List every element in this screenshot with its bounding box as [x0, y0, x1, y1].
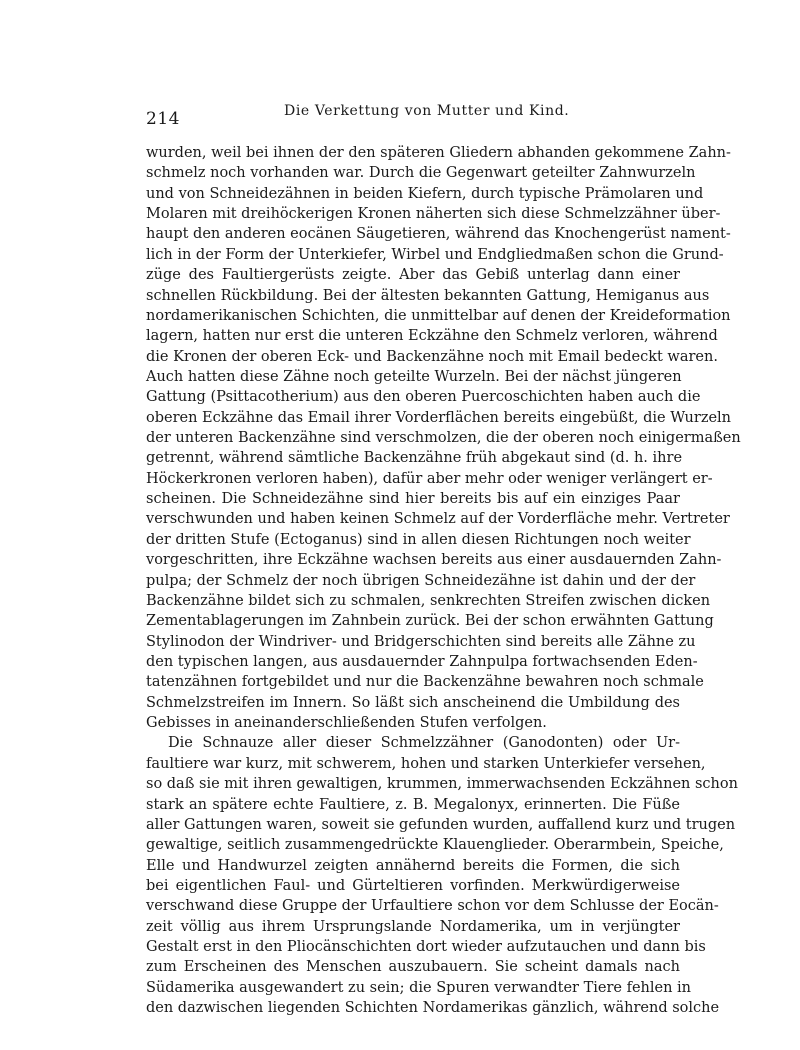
text-line: lagern, hatten nur erst die unteren Eckzähne den Schmelz verloren, während: [146, 328, 718, 345]
text-line: tatenzähnen fortgebildet und nur die Backenzähne bewahren noch schmale: [146, 674, 704, 691]
running-title: Die Verkettung von Mutter und Kind.: [284, 103, 570, 119]
text-line: Auch hatten diese Zähne noch geteilte Wurzeln. Bei der nächst jüngeren: [146, 368, 682, 385]
text-line: so daß sie mit ihren gewaltigen, krummen, immerwachsenden Eckzähnen schon: [146, 776, 738, 793]
text-line: schnellen Rückbildung. Bei der ältesten bekannten Gattung, Hemiganus aus: [146, 287, 710, 304]
text-line: nordamerikanischen Schichten, die unmittelbar auf denen der Kreideformation: [146, 307, 731, 324]
text-line: lich in der Form der Unterkiefer, Wirbel und Endgliedmaßen schon die Grund-: [146, 246, 724, 263]
text-line: gewaltige, seitlich zusammengedrückte Klauenglieder. Oberarmbein, Speiche,: [146, 837, 724, 854]
text-line: scheinen. Die Schneidezähne sind hier bereits bis auf ein einziges Paar: [146, 491, 680, 508]
text-line: der unteren Backenzähne sind verschmolzen, die der oberen noch einigermaßen: [146, 430, 741, 447]
paragraph-start-line: Die Schnauze aller dieser Schmelzzähner (Ganodonten) oder Ur-: [168, 735, 680, 752]
page-header: [146, 103, 680, 131]
text-line: zum Erscheinen des Menschen auszubauern. Sie scheint damals nach: [146, 959, 680, 976]
text-line: und von Schneidezähnen in beiden Kiefern, durch typische Prämolaren und: [146, 185, 704, 202]
page-number: 214: [146, 109, 180, 129]
text-line: pulpa; der Schmelz der noch übrigen Schneidezähne ist dahin und der der: [146, 572, 696, 589]
text-line: die Kronen der oberen Eck- und Backenzähne noch mit Email bedeckt waren.: [146, 348, 718, 365]
text-line: züge des Faultiergerüsts zeigte. Aber das Gebiß unterlag dann einer: [146, 267, 680, 284]
text-line: Gestalt erst in den Pliocänschichten dort wieder aufzutauchen und dann bis: [146, 939, 706, 956]
text-line: schmelz noch vorhanden war. Durch die Gegenwart geteilter Zahnwurzeln: [146, 165, 696, 182]
text-line: Höckerkronen verloren haben), dafür aber mehr oder weniger verlängert er-: [146, 470, 713, 487]
text-line: den typischen langen, aus ausdauernder Zahnpulpa fortwachsenden Eden-: [146, 653, 698, 670]
text-line: wurden, weil bei ihnen der den späteren Gliedern abhanden gekommene Zahn-: [146, 145, 731, 161]
text-line: haupt den anderen eocänen Säugetieren, während das Knochengerüst nament-: [146, 226, 731, 243]
text-line: verschwunden und haben keinen Schmelz auf der Vorderfläche mehr. Vertreter: [146, 511, 730, 528]
paragraph-end-line: Gebisses in aneinanderschließenden Stufen verfolgen.: [146, 715, 547, 732]
text-line: bei eigentlichen Faul- und Gürteltieren vorfinden. Merkwürdigerweise: [146, 877, 680, 894]
text-line: stark an spätere echte Faultiere, z. B. Megalonyx, erinnerten. Die Füße: [146, 796, 680, 813]
text-line: Molaren mit dreihöckerigen Kronen näherten sich diese Schmelzzähner über-: [146, 206, 721, 223]
text-line: der dritten Stufe (Ectoganus) sind in allen diesen Richtungen noch weiter: [146, 531, 691, 548]
text-line: verschwand diese Gruppe der Urfaultiere schon vor dem Schlusse der Eocän-: [146, 898, 719, 915]
text-line: zeit völlig aus ihrem Ursprungslande Nordamerika, um in verjüngter: [146, 918, 680, 935]
text-line: Elle und Handwurzel zeigten annähernd bereits die Formen, die sich: [146, 857, 680, 874]
text-line: Südamerika ausgewandert zu sein; die Spuren verwandter Tiere fehlen in: [146, 979, 692, 996]
text-line: oberen Eckzähne das Email ihrer Vorderflächen bereits eingebüßt, die Wurzeln: [146, 409, 732, 426]
text-line: den dazwischen liegenden Schichten Nordamerikas gänzlich, während solche: [146, 1000, 720, 1017]
text-line: Schmelzstreifen im Innern. So läßt sich anscheinend die Umbildung des: [146, 694, 680, 711]
text-line: Gattung (Psittacotherium) aus den oberen Puercoschichten haben auch die: [146, 389, 701, 406]
text-line: Zementablagerungen im Zahnbein zurück. Bei der schon erwähnten Gattung: [146, 613, 714, 630]
text-line: getrennt, während sämtliche Backenzähne früh abgekaut sind (d. h. ihre: [146, 450, 683, 467]
text-line: aller Gattungen waren, soweit sie gefunden wurden, auffallend kurz und trugen: [146, 816, 736, 833]
text-line: faultiere war kurz, mit schwerem, hohen und starken Unterkiefer versehen,: [146, 755, 706, 772]
text-line: vorgeschritten, ihre Eckzähne wachsen bereits aus einer ausdauernden Zahn-: [146, 552, 722, 569]
body-text: [146, 143, 741, 1018]
text-line: Backenzähne bildet sich zu schmalen, senkrechten Streifen zwischen dicken: [146, 592, 711, 609]
text-line: Stylinodon der Windriver- und Bridgerschichten sind bereits alle Zähne zu: [146, 633, 696, 650]
